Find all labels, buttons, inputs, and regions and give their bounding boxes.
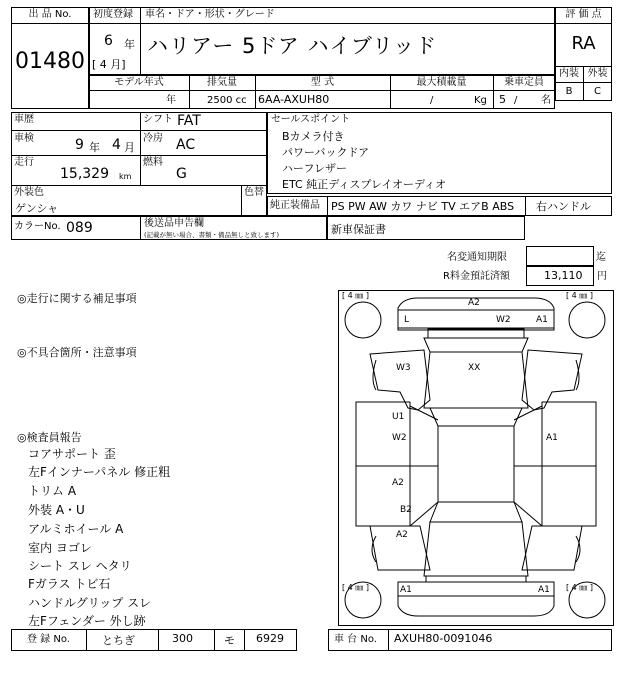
- capacity-slash: /: [514, 95, 518, 106]
- displacement-label: 排気量: [207, 77, 237, 88]
- registration-number: 6929: [256, 632, 284, 645]
- mileage-value: 15,329: [60, 166, 109, 182]
- first-registration-year: 6: [104, 33, 113, 49]
- equipment-label: 純正装備品: [270, 200, 320, 211]
- shaken-year-unit: 年: [89, 141, 100, 154]
- first-registration-label: 初度登録: [93, 9, 133, 20]
- inspector-line-3: トリム A: [28, 484, 77, 498]
- exterior-grade: C: [594, 86, 601, 97]
- mark-a1-rear-left: A1: [400, 585, 412, 595]
- tire-depth-front-left: [ 4 ㎜ ]: [342, 291, 369, 300]
- evaluation-label: 評 価 点: [565, 9, 602, 20]
- after-delivery-label: 後送品申告欄: [144, 218, 204, 229]
- registration-label: 登 録 No.: [27, 634, 70, 645]
- defect-notes-label: ◎不具合箇所・注意事項: [17, 346, 137, 359]
- inspector-line-2: 左Fインナーパネル 修正粗: [28, 465, 171, 479]
- after-delivery-note: (記載が無い場合、書類・備品無しと致します): [144, 231, 280, 239]
- evaluation-score: RA: [571, 33, 596, 54]
- inspector-line-4: 外装 A・U: [28, 503, 85, 517]
- roof: [438, 426, 514, 502]
- mark-b2: B2: [400, 505, 412, 515]
- mileage-unit: km: [119, 172, 132, 181]
- exterior-label: 外装: [587, 68, 608, 79]
- color-change-label: 色替: [244, 187, 264, 198]
- rear-bumper: [398, 582, 554, 616]
- interior-label: 内装: [559, 68, 579, 79]
- color-value: ゲンシャ: [15, 202, 59, 215]
- sales-points-label: セールスポイント: [271, 114, 351, 125]
- color-no-value: 089: [66, 220, 93, 236]
- mark-a2-front: A2: [468, 298, 480, 308]
- warranty: 新車保証書: [331, 223, 386, 236]
- model-year-unit: 年: [166, 95, 176, 106]
- shaken-month-unit: 月: [124, 141, 135, 154]
- mark-a1-right: A1: [546, 433, 558, 443]
- fuel-value: G: [176, 166, 187, 182]
- name-change-deadline-label: 名変通知期限: [447, 252, 507, 263]
- shaken-year: 9: [75, 137, 84, 153]
- katashiki-label: 型 式: [310, 77, 335, 88]
- mark-xx: XX: [468, 363, 481, 373]
- name-change-deadline-value: [526, 246, 594, 266]
- inspector-line-6: 室内 ヨゴレ: [28, 541, 92, 555]
- car-name: ハリアー 5ドア ハイブリッド: [147, 34, 438, 58]
- lot-label: 出 品 No.: [28, 9, 72, 20]
- right-rear-quarter: [522, 526, 582, 570]
- inspector-line-9: ハンドルグリップ スレ: [28, 596, 152, 610]
- mark-a1-rear-right: A1: [538, 585, 550, 595]
- inspector-line-8: Fガラス トビ石: [28, 577, 111, 591]
- name-change-deadline-unit: 迄: [596, 252, 606, 263]
- vin-label: 車 台 No.: [334, 634, 377, 645]
- mark-a1-front: A1: [536, 315, 548, 325]
- inspector-report-label: ◎検査員報告: [17, 431, 82, 444]
- lot-number: 01480: [15, 49, 85, 74]
- shaken-label: 車検: [14, 133, 34, 144]
- tire-depth-rear-right: [ 4 ㎜ ]: [566, 583, 593, 592]
- tire-depth-rear-left: [ 4 ㎜ ]: [342, 583, 369, 592]
- mark-w2-front: W2: [496, 315, 511, 325]
- capacity-unit: 名: [541, 95, 551, 106]
- recycle-unit: 円: [597, 271, 607, 282]
- registration-class: 300: [172, 632, 193, 645]
- inspector-line-10: 左Fフェンダー 外し跡: [28, 614, 146, 628]
- max-load-unit: Kg: [474, 95, 487, 106]
- history-label: 車歴: [14, 114, 34, 125]
- hood: [424, 352, 528, 408]
- sales-point-2: パワーバックドア: [282, 146, 370, 159]
- car-name-label: 車名・ドア・形状・グレード: [145, 9, 275, 20]
- mark-u1: U1: [392, 412, 405, 422]
- mileage-label: 走行: [14, 157, 34, 168]
- recycle-label: R料金預託済額: [443, 271, 510, 282]
- recycle-value: 13,110: [544, 269, 583, 282]
- tire-front-right: [569, 302, 605, 338]
- first-registration-month: [ 4 月]: [92, 58, 126, 71]
- left-side-body: [370, 350, 430, 410]
- vin: AXUH80-0091046: [394, 632, 493, 645]
- inspector-line-7: シート スレ ヘタリ: [28, 559, 132, 573]
- max-load-slash: /: [430, 95, 434, 106]
- mark-w2-left: W2: [392, 433, 407, 443]
- mark-a2-left: A2: [392, 478, 404, 488]
- car-damage-diagram: [338, 290, 614, 626]
- ac-label: 冷房: [143, 133, 163, 144]
- capacity: 5: [499, 93, 506, 106]
- model-year-label: モデル年式: [114, 77, 164, 88]
- tire-depth-front-right: [ 4 ㎜ ]: [566, 291, 593, 300]
- first-registration-year-unit: 年: [124, 38, 135, 51]
- color-no-label: カラーNo.: [14, 221, 61, 232]
- sales-point-1: Bカメラ付き: [282, 130, 345, 143]
- sales-point-3: ハーフレザー: [282, 162, 348, 175]
- inspector-line-1: コアサポート 歪: [28, 447, 116, 461]
- color-label: 外装色: [14, 187, 44, 198]
- displacement: 2500 cc: [207, 95, 247, 106]
- right-side-body: [522, 350, 582, 410]
- ac-value: AC: [176, 137, 196, 153]
- inspector-line-5: アルミホイール A: [28, 522, 124, 536]
- mark-w3: W3: [396, 363, 411, 373]
- max-load-label: 最大積載量: [416, 77, 467, 88]
- fuel-label: 燃料: [143, 157, 163, 168]
- driving-notes-label: ◎走行に関する補足事項: [17, 292, 137, 305]
- mark-l: L: [404, 315, 410, 325]
- registration-area: とちぎ: [102, 634, 135, 647]
- tire-front-left: [345, 302, 381, 338]
- handle-side: 右ハンドル: [536, 200, 591, 213]
- shaken-month: 4: [112, 137, 121, 153]
- katashiki: 6AA-AXUH80: [258, 93, 330, 106]
- equipment-items: PS PW AW カワ ナビ TV エアB ABS: [331, 200, 515, 213]
- shift-label: シフト: [143, 114, 173, 125]
- mark-a2-rear-left: A2: [396, 530, 408, 540]
- shift-value: FAT: [177, 113, 201, 129]
- interior-grade: B: [565, 86, 573, 97]
- registration-kana: モ: [224, 634, 235, 647]
- sales-point-4: ETC 純正ディスプレイオーディオ: [282, 178, 447, 191]
- capacity-label: 乗車定員: [504, 77, 544, 88]
